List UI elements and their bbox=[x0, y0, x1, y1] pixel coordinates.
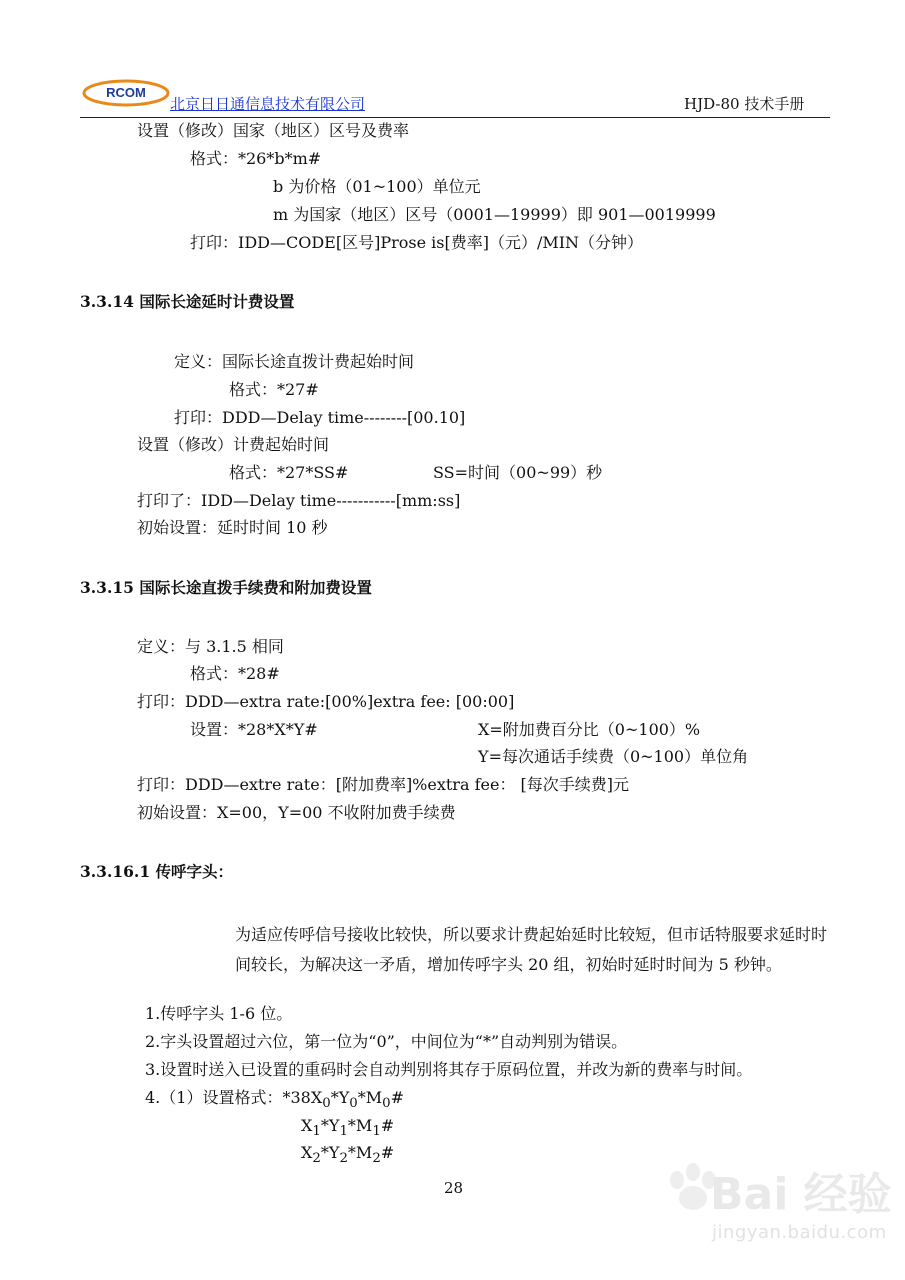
line2-y: Y bbox=[328, 1143, 340, 1162]
format-27: 格式：*27# bbox=[229, 380, 319, 399]
list-item-2: 2.字头设置超过六位，第一位为“0”，中间位为“*”自动判别为错误。 bbox=[145, 1032, 628, 1051]
b-description: b 为价格（01~100）单位元 bbox=[273, 177, 481, 196]
heading-3-3-14: 3.3.14 国际长途延时计费设置 bbox=[80, 292, 295, 311]
company-name-link[interactable]: 北京日日通信息技术有限公司 bbox=[170, 95, 366, 113]
list-item-1: 1.传呼字头 1-6 位。 bbox=[145, 1004, 293, 1023]
line1-m-sub: 1 bbox=[372, 1124, 381, 1140]
line2-x-sub: 2 bbox=[312, 1151, 321, 1167]
print-delay-time: 打印：DDD—Delay time--------[00.10] bbox=[174, 408, 466, 427]
baidu-jingyan-watermark: Bai 经验 bbox=[710, 1169, 892, 1220]
line1-x-sub: 1 bbox=[312, 1124, 321, 1140]
manual-title: HJD-80 技术手册 bbox=[684, 95, 805, 113]
line2-x: X bbox=[301, 1143, 313, 1162]
item4-m-sub: 0 bbox=[382, 1096, 391, 1112]
print-idd-code: 打印：IDD—CODE[区号]Prose is[费率]（元）/MIN（分钟） bbox=[190, 233, 644, 252]
format-27-ss: 格式：*27*SS# bbox=[229, 463, 349, 482]
heading-3-3-15: 3.3.15 国际长途直拨手续费和附加费设置 bbox=[80, 578, 372, 597]
item4-y-sub: 0 bbox=[349, 1096, 358, 1112]
y-description: Y=每次通话手续费（0~100）单位角 bbox=[478, 747, 749, 766]
m-description: m 为国家（地区）区号（0001—19999）即 901—0019999 bbox=[273, 205, 716, 224]
heading-3-3-16-1: 3.3.16.1 传呼字头： bbox=[80, 862, 234, 881]
set-28-xy: 设置：*28*X*Y# bbox=[190, 720, 318, 739]
ss-description: SS=时间（00~99）秒 bbox=[433, 463, 603, 482]
initial-setting-3315: 初始设置：X=00，Y=00 不收附加费手续费 bbox=[137, 803, 456, 822]
line2-y-sub: 2 bbox=[339, 1151, 348, 1167]
definition-3314: 定义：国际长途直拨计费起始时间 bbox=[174, 352, 415, 371]
print-extra-rate: 打印：DDD—extra rate:[00%]extra fee: [00:00] bbox=[137, 692, 515, 711]
line2-m: M bbox=[355, 1143, 373, 1162]
watermark-url: jingyan.baidu.com bbox=[712, 1222, 887, 1243]
page-number: 28 bbox=[444, 1179, 464, 1197]
format-26: 格式：*26*b*m# bbox=[190, 149, 322, 168]
x-description: X=附加费百分比（0~100）% bbox=[478, 720, 701, 739]
set-country-code-title: 设置（修改）国家（地区）区号及费率 bbox=[137, 121, 410, 140]
list-item-3: 3.设置时送入已设置的重码时会自动判别将其存于原码位置，并改为新的费率与时间。 bbox=[145, 1060, 753, 1079]
format-line-2: $X_2*Y_2*M_2\#$ bbox=[301, 1143, 395, 1167]
line1-x: X bbox=[301, 1116, 313, 1135]
item4-m: M bbox=[365, 1088, 383, 1107]
set-billing-start: 设置（修改）计费起始时间 bbox=[137, 435, 330, 454]
item4-x-sub: 0 bbox=[322, 1096, 331, 1112]
rcom-logo bbox=[80, 76, 172, 110]
format-28: 格式：*28# bbox=[190, 664, 280, 683]
item4-x: X bbox=[310, 1088, 323, 1107]
print-idd-delay: 打印了：IDD—Delay time-----------[mm:ss] bbox=[137, 491, 461, 510]
print-extre-rate: 打印：DDD—extre rate：[附加费率]%extra fee： [每次手续费]元 bbox=[137, 775, 630, 794]
paging-prefix-paragraph: 为适应传呼信号接收比较快，所以要求计费起始延时比较短，但市话特服要求延时时间较长，为解决这一矛盾，增加传呼字头 20 组，初始时延时时间为 5 秒钟。 bbox=[235, 925, 828, 974]
definition-3315: 定义：与 3.1.5 相同 bbox=[137, 637, 284, 656]
item4-prefix: 4.（1）设置格式：*38 bbox=[145, 1088, 311, 1107]
line2-m-sub: 2 bbox=[372, 1151, 381, 1167]
line1-m: M bbox=[355, 1116, 373, 1135]
item4-y: Y bbox=[338, 1088, 350, 1107]
list-item-4: 4.（1）设置格式：$*38X_0*Y_0*M_0\#$ bbox=[145, 1088, 405, 1112]
format-line-1: $X_1*Y_1*M_1\#$ bbox=[301, 1116, 395, 1140]
logo-text: RCOM bbox=[106, 85, 146, 100]
header-divider bbox=[80, 117, 830, 118]
line1-y: Y bbox=[328, 1116, 340, 1135]
line1-y-sub: 1 bbox=[339, 1124, 348, 1140]
initial-setting-3314: 初始设置：延时时间 10 秒 bbox=[137, 518, 328, 537]
